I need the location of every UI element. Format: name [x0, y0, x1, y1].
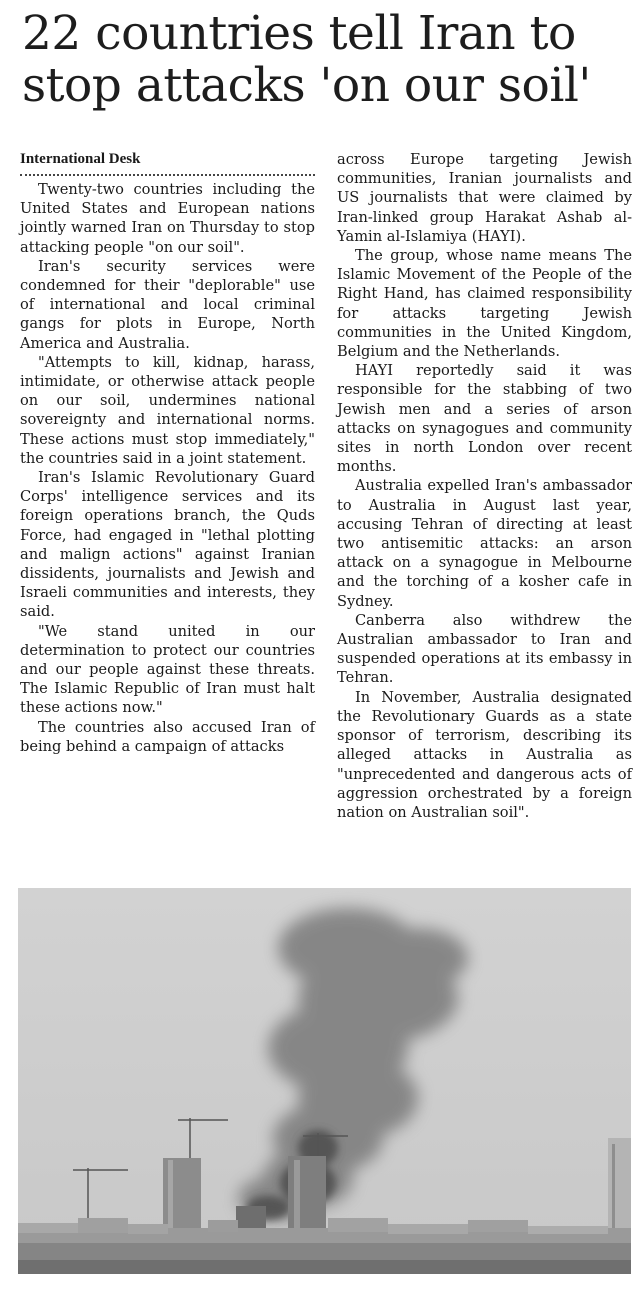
headline: 22 countries tell Iran to stop attacks 'on our soil' [22, 6, 591, 113]
paragraph: Twenty-two countries including the United States and European nations jointly warned Iran on Thursday to stop attacking people "on our soil". [20, 181, 315, 256]
column-right [337, 150, 632, 822]
paragraph-continued: across Europe targeting Jewish communities, Iranian journalists and US journalists that were claimed by Iran-linked group Harakat Ashab al-Yamin al-Islamiya (HAYI). [337, 151, 632, 245]
paragraph: "We stand united in our determination to protect our countries and our people against these threats. The Islamic Republic of Iran must halt these actions now." [20, 622, 315, 717]
paragraph: Australia expelled Iran's ambassador to Australia in August last year, accusing Tehran of directing at least two antisemitic attacks: an arson attack on a synagogue in Melbourne and the torching of a kosher cafe in Sydney. [337, 477, 632, 610]
paragraph: Canberra also withdrew the Australian ambassador to Iran and suspended operations at its embassy in Tehran. [337, 611, 632, 687]
byline: International Desk [20, 150, 315, 176]
paragraph: "Attempts to kill, kidnap, harass, intimidate, or otherwise attack people on our soil, undermines national sovereignty and international norms. These actions must stop immediately," the countries said in a joint statement. [20, 353, 315, 467]
paragraph: Iran's security services were condemned for their "deplorable" use of international and local criminal gangs for plots in Europe, North America and Australia. [20, 257, 315, 352]
paragraph: The countries also accused Iran of being behind a campaign of attacks [20, 718, 315, 755]
paragraph: HAYI reportedly said it was responsible for the stabbing of two Jewish men and a series of arson attacks on synagogues and community sites in north London over recent months. [337, 362, 632, 476]
paragraph: Iran's Islamic Revolutionary Guard Corps' intelligence services and its foreign operations branch, the Quds Force, had engaged in "lethal plotting and malign actions" against Iranian dissidents, journalists and Jewish and Israeli communities and interests, they said. [20, 469, 315, 621]
paragraph: In November, Australia designated the Revolutionary Guards as a state sponsor of terrorism, describing its alleged attacks in Australia as "unprecedented and dangerous acts of aggression orchestrated by a foreign nation on Australian soil". [337, 688, 632, 821]
paragraph: The group, whose name means The Islamic Movement of the People of the Right Hand, has claimed responsibility for attacks targeting Jewish communities in the United Kingdom, Belgium and the Netherlands. [337, 247, 632, 361]
news-photo [18, 888, 631, 1274]
column-left [20, 150, 315, 756]
